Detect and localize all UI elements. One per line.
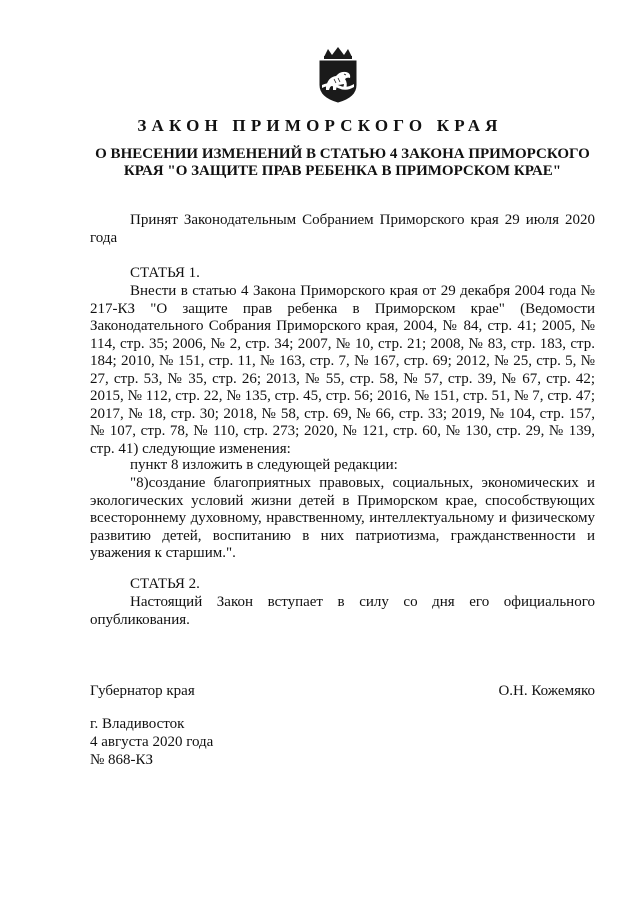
article-2-heading: СТАТЬЯ 2. — [130, 576, 200, 592]
article-2-text: Настоящий Закон вступает в силу со дня его официального опубликования. — [90, 594, 595, 628]
footer-number: № 868-КЗ — [90, 752, 154, 768]
article-1-text: Внести в статью 4 Закона Приморского края от 29 декабря 2004 года № 217-КЗ "О защите прав ребенка в Приморском крае" (Ведомости Законодательного Собрания Приморского края, 2004, № 84, стр. 41; 2005, № 114, стр. 35; 2006, № 2, стр. 34; 2007, № 10, стр. 21; 2008, № 83, стр. 183, стр. 184; 2010, № 151, стр. 11, № 163, стр. 7, № 167, стр. 69; 2012, № 25, стр. 5, № 27, стр. 53, № 35, стр. 26; 2013, № 55, стр. 58, № 57, стр. 39, № 67, стр. 42; 2015, № 112, стр. 22, № 135, стр. 45, стр. 56; 2016, № 151, стр. 51, № 7, стр. 47; 2017, № 18, стр. 30; 2018, № 58, стр. 69, № 66, стр. 33; 2019, № 104, стр. 157, № 107, стр. 78, № 110, стр. 273; 2020, № 121, стр. 60, № 130, стр. 29, № 139, стр. 41) следующие изменения: — [90, 283, 595, 457]
footer-date: 4 августа 2020 года — [90, 734, 214, 750]
signature-name: О.Н. Кожемяко — [498, 683, 595, 699]
coat-of-arms-icon — [316, 45, 360, 103]
article-1-quote: "8)создание благоприятных правовых, социальных, экономических и экологических условий жизни детей в Приморском крае, способствующих всестороннему духовному, нравственному, интеллектуальному и физическому развитию детей, воспитанию в них патриотизма, гражданственности и уважения к старшим.". — [90, 475, 595, 561]
adoption-note: Принят Законодательным Собранием Приморского края 29 июля 2020 года — [90, 212, 595, 246]
law-subtitle: О ВНЕСЕНИИ ИЗМЕНЕНИЙ В СТАТЬЮ 4 ЗАКОНА ПРИМОРСКОГО КРАЯ "О ЗАЩИТЕ ПРАВ РЕБЕНКА В ПРИМОРСКОМ КРАЕ" — [95, 146, 590, 179]
signature-position: Губернатор края — [90, 683, 195, 699]
law-title: ЗАКОН ПРИМОРСКОГО КРАЯ — [137, 116, 503, 135]
article-1-heading: СТАТЬЯ 1. — [130, 265, 200, 281]
article-1-point: пункт 8 изложить в следующей редакции: — [130, 457, 398, 473]
footer-city: г. Владивосток — [90, 716, 185, 732]
